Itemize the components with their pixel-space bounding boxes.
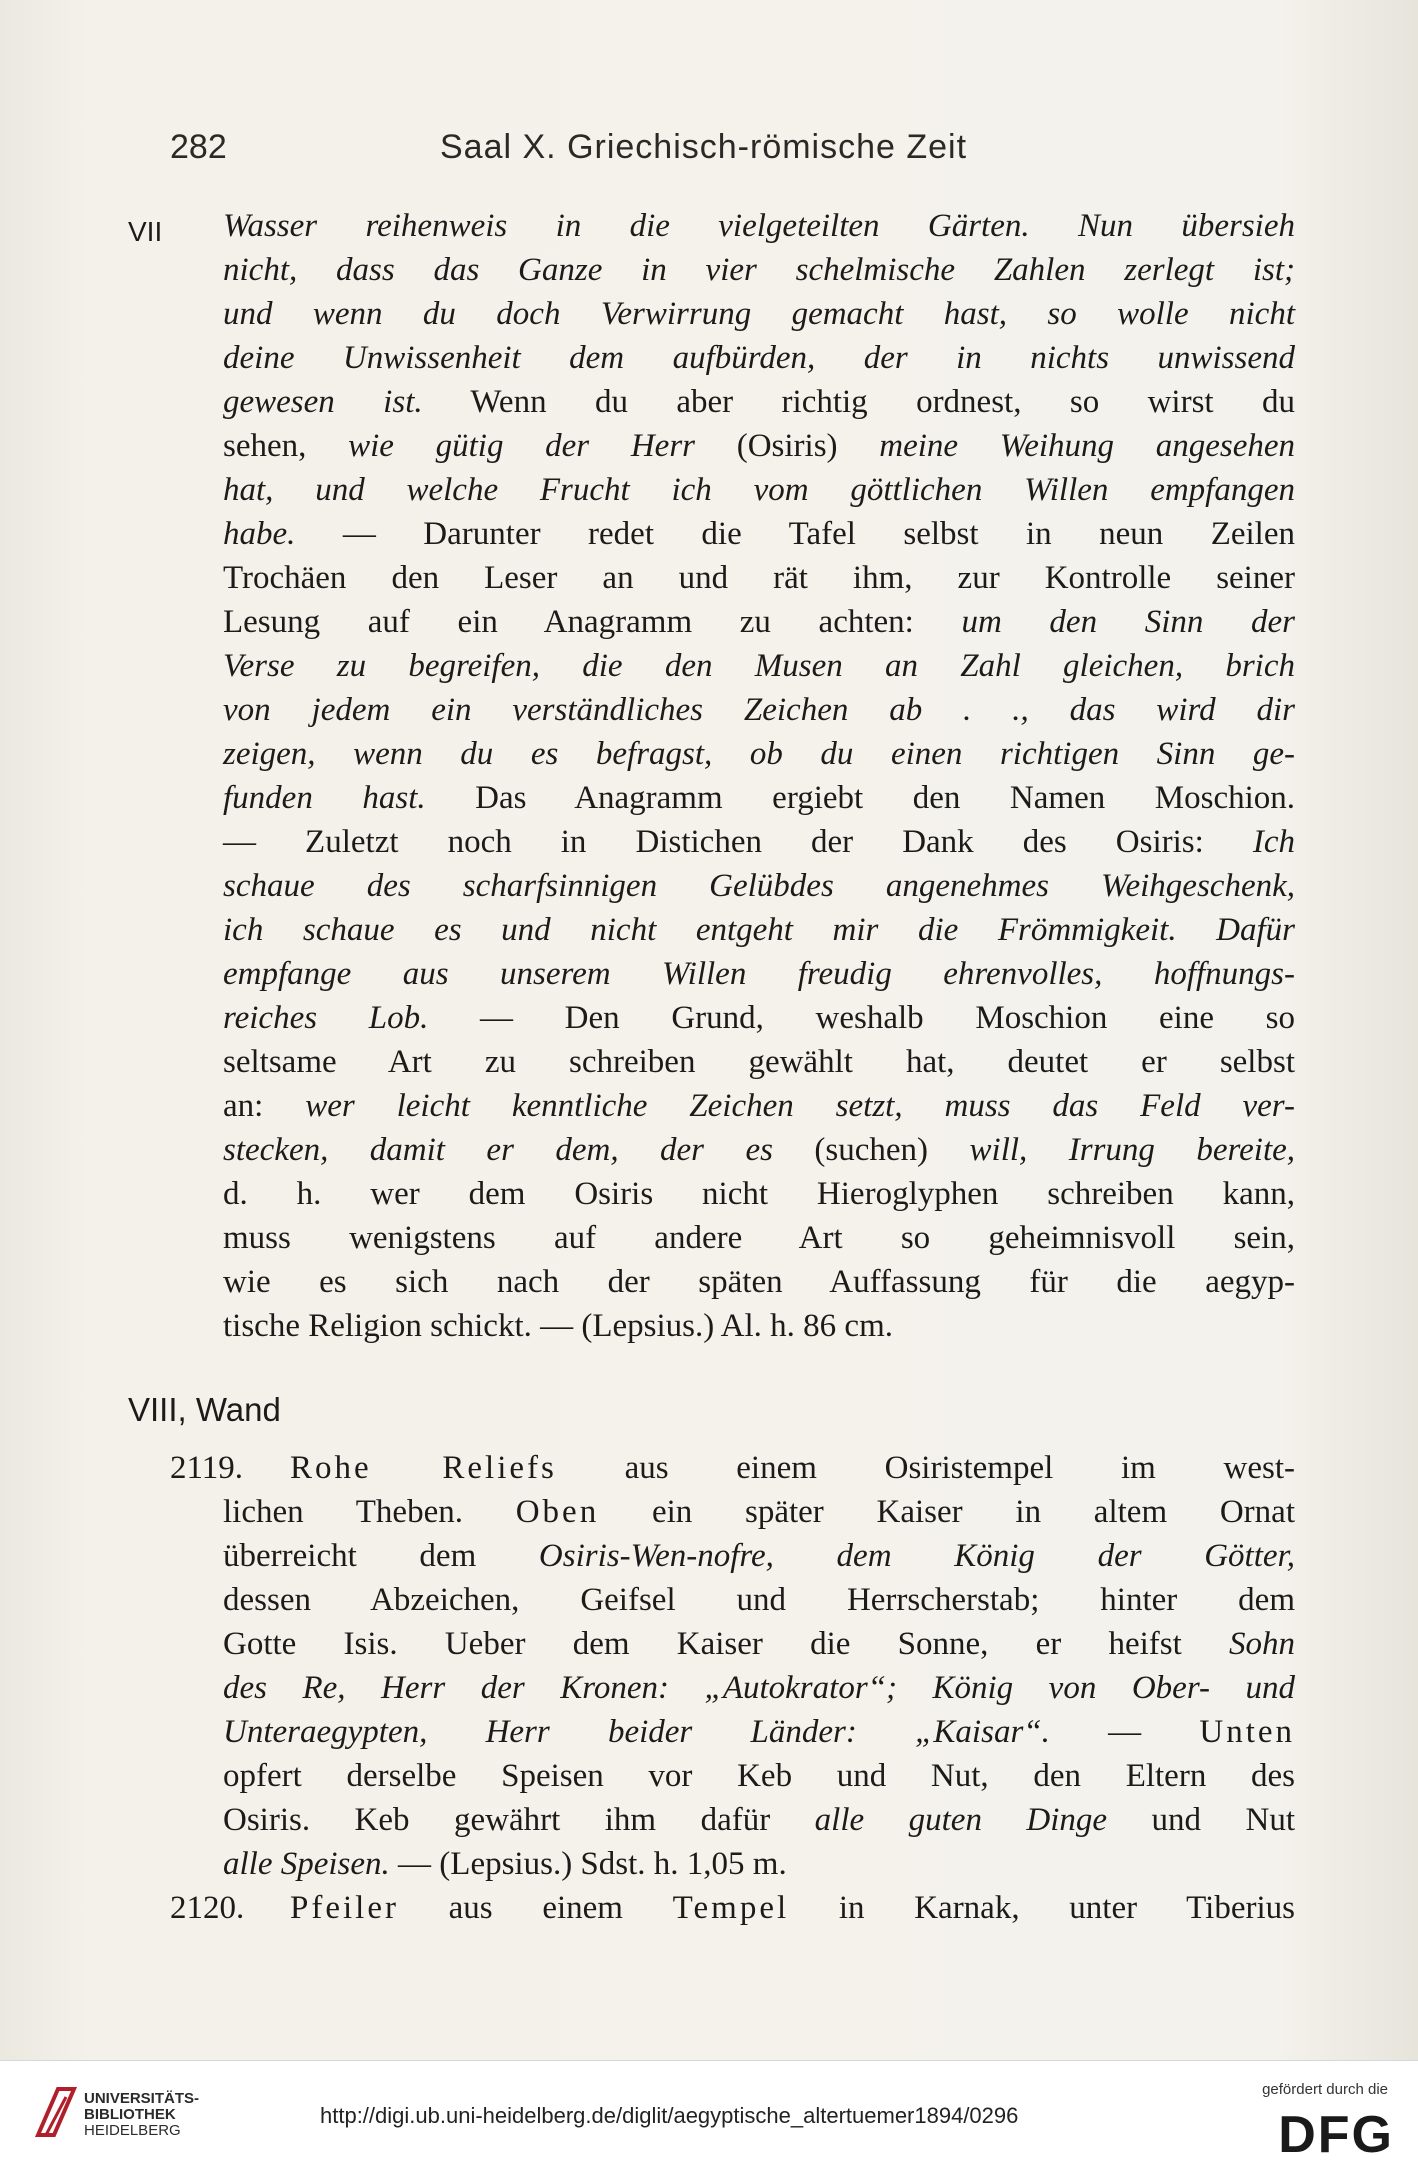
funded-by-label: gefördert durch die <box>1262 2081 1388 2098</box>
text-line: an: wer leicht kenntliche Zeichen setzt, muss das Feld ver- <box>223 1088 1295 1124</box>
viewer-footer <box>0 2060 1418 2177</box>
text-line: reiches Lob. — Den Grund, weshalb Moschion eine so <box>223 1000 1295 1036</box>
text-line: Pfeiler aus einem Tempel in Karnak, unter Tiberius <box>290 1890 1295 1926</box>
text-line: lichen Theben. Oben ein später Kaiser in altem Ornat <box>223 1494 1295 1530</box>
text-line: alle Speisen. — (Lepsius.) Sdst. h. 1,05 m. <box>223 1846 787 1882</box>
text-line: dessen Abzeichen, Geifsel und Herrscherstab; hinter dem <box>223 1582 1295 1618</box>
running-head <box>170 128 1290 178</box>
catalog-number-2119: 2119. <box>170 1450 244 1486</box>
text-line: Rohe Reliefs aus einem Osiristempel im west- <box>290 1450 1296 1486</box>
text-line: Osiris. Keb gewährt ihm dafür alle guten Dinge und Nut <box>223 1802 1295 1838</box>
text-line: gewesen ist. Wenn du aber richtig ordnest, so wirst du <box>223 384 1295 420</box>
catalog-number-2120: 2120. <box>170 1890 245 1926</box>
running-title: Saal X. Griechisch-römische Zeit <box>440 128 968 166</box>
page-number: 282 <box>170 128 227 166</box>
text-line: Unteraegypten, Herr beider Länder: „Kaisar“. — Unten <box>223 1714 1296 1750</box>
text-line: zeigen, wenn du es befragst, ob du einen richtigen Sinn ge- <box>223 736 1295 772</box>
text-line: opfert derselbe Speisen vor Keb und Nut, den Eltern des <box>223 1758 1295 1794</box>
text-line: stecken, damit er dem, der es (suchen) will, Irrung bereite, <box>223 1132 1296 1168</box>
text-line: ich schaue es und nicht entgeht mir die Frömmigkeit. Dafür <box>223 912 1295 948</box>
text-line: empfange aus unserem Willen freudig ehrenvolles, hoffnungs- <box>223 956 1295 992</box>
library-name: UNIVERSITÄTS- BIBLIOTHEK HEIDELBERG <box>84 2090 200 2139</box>
text-line: Wasser reihenweis in die vielgeteilten Gärten. Nun übersieh <box>223 208 1295 244</box>
text-line: wie es sich nach der späten Auffassung für die aegyp- <box>223 1264 1295 1300</box>
text-line: und wenn du doch Verwirrung gemacht hast, so wolle nicht <box>223 296 1295 332</box>
text-line: muss wenigstens auf andere Art so geheimnisvoll sein, <box>223 1220 1295 1256</box>
margin-label-vii: VII <box>128 216 163 247</box>
text-line: deine Unwissenheit dem aufbürden, der in nichts unwissend <box>223 340 1295 376</box>
text-line: funden hast. Das Anagramm ergiebt den Namen Moschion. <box>223 780 1296 816</box>
text-line: überreicht dem Osiris-Wen-nofre, dem König der Götter, <box>223 1538 1295 1574</box>
text-line: seltsame Art zu schreiben gewählt hat, deutet er selbst <box>223 1044 1295 1080</box>
university-library-logo-icon <box>32 2083 80 2143</box>
dfg-logo: DFG <box>1278 2106 1394 2164</box>
margin-label-viii-wand: VIII, Wand <box>128 1391 281 1428</box>
text-line: von jedem ein verständliches Zeichen ab . ., das wird dir <box>223 692 1295 728</box>
text-line: des Re, Herr der Kronen: „Autokrator“; König von Ober- und <box>223 1670 1295 1706</box>
permalink-url[interactable]: http://digi.ub.uni-heidelberg.de/diglit/aegyptische_altertuemer1894/0296 <box>320 2103 1019 2128</box>
text-line: habe. — Darunter redet die Tafel selbst in neun Zeilen <box>223 516 1295 552</box>
text-line: d. h. wer dem Osiris nicht Hieroglyphen schreiben kann, <box>223 1176 1295 1212</box>
text-line: Gotte Isis. Ueber dem Kaiser die Sonne, er heifst Sohn <box>223 1626 1295 1662</box>
text-line: hat, und welche Frucht ich vom göttlichen Willen empfangen <box>223 472 1295 508</box>
text-line: Lesung auf ein Anagramm zu achten: um den Sinn der <box>223 604 1296 640</box>
text-line: tische Religion schickt. — (Lepsius.) Al. h. 86 cm. <box>223 1308 893 1344</box>
text-line: Verse zu begreifen, die den Musen an Zahl gleichen, brich <box>223 648 1295 684</box>
text-line: schaue des scharfsinnigen Gelübdes angenehmes Weihgeschenk, <box>223 868 1295 904</box>
text-line: Trochäen den Leser an und rät ihm, zur Kontrolle seiner <box>223 560 1295 596</box>
text-line: — Zuletzt noch in Distichen der Dank des Osiris: Ich <box>223 824 1295 860</box>
text-line: nicht, dass das Ganze in vier schelmische Zahlen zerlegt ist; <box>223 252 1295 288</box>
text-line: sehen, wie gütig der Herr (Osiris) meine Weihung angesehen <box>223 428 1296 464</box>
